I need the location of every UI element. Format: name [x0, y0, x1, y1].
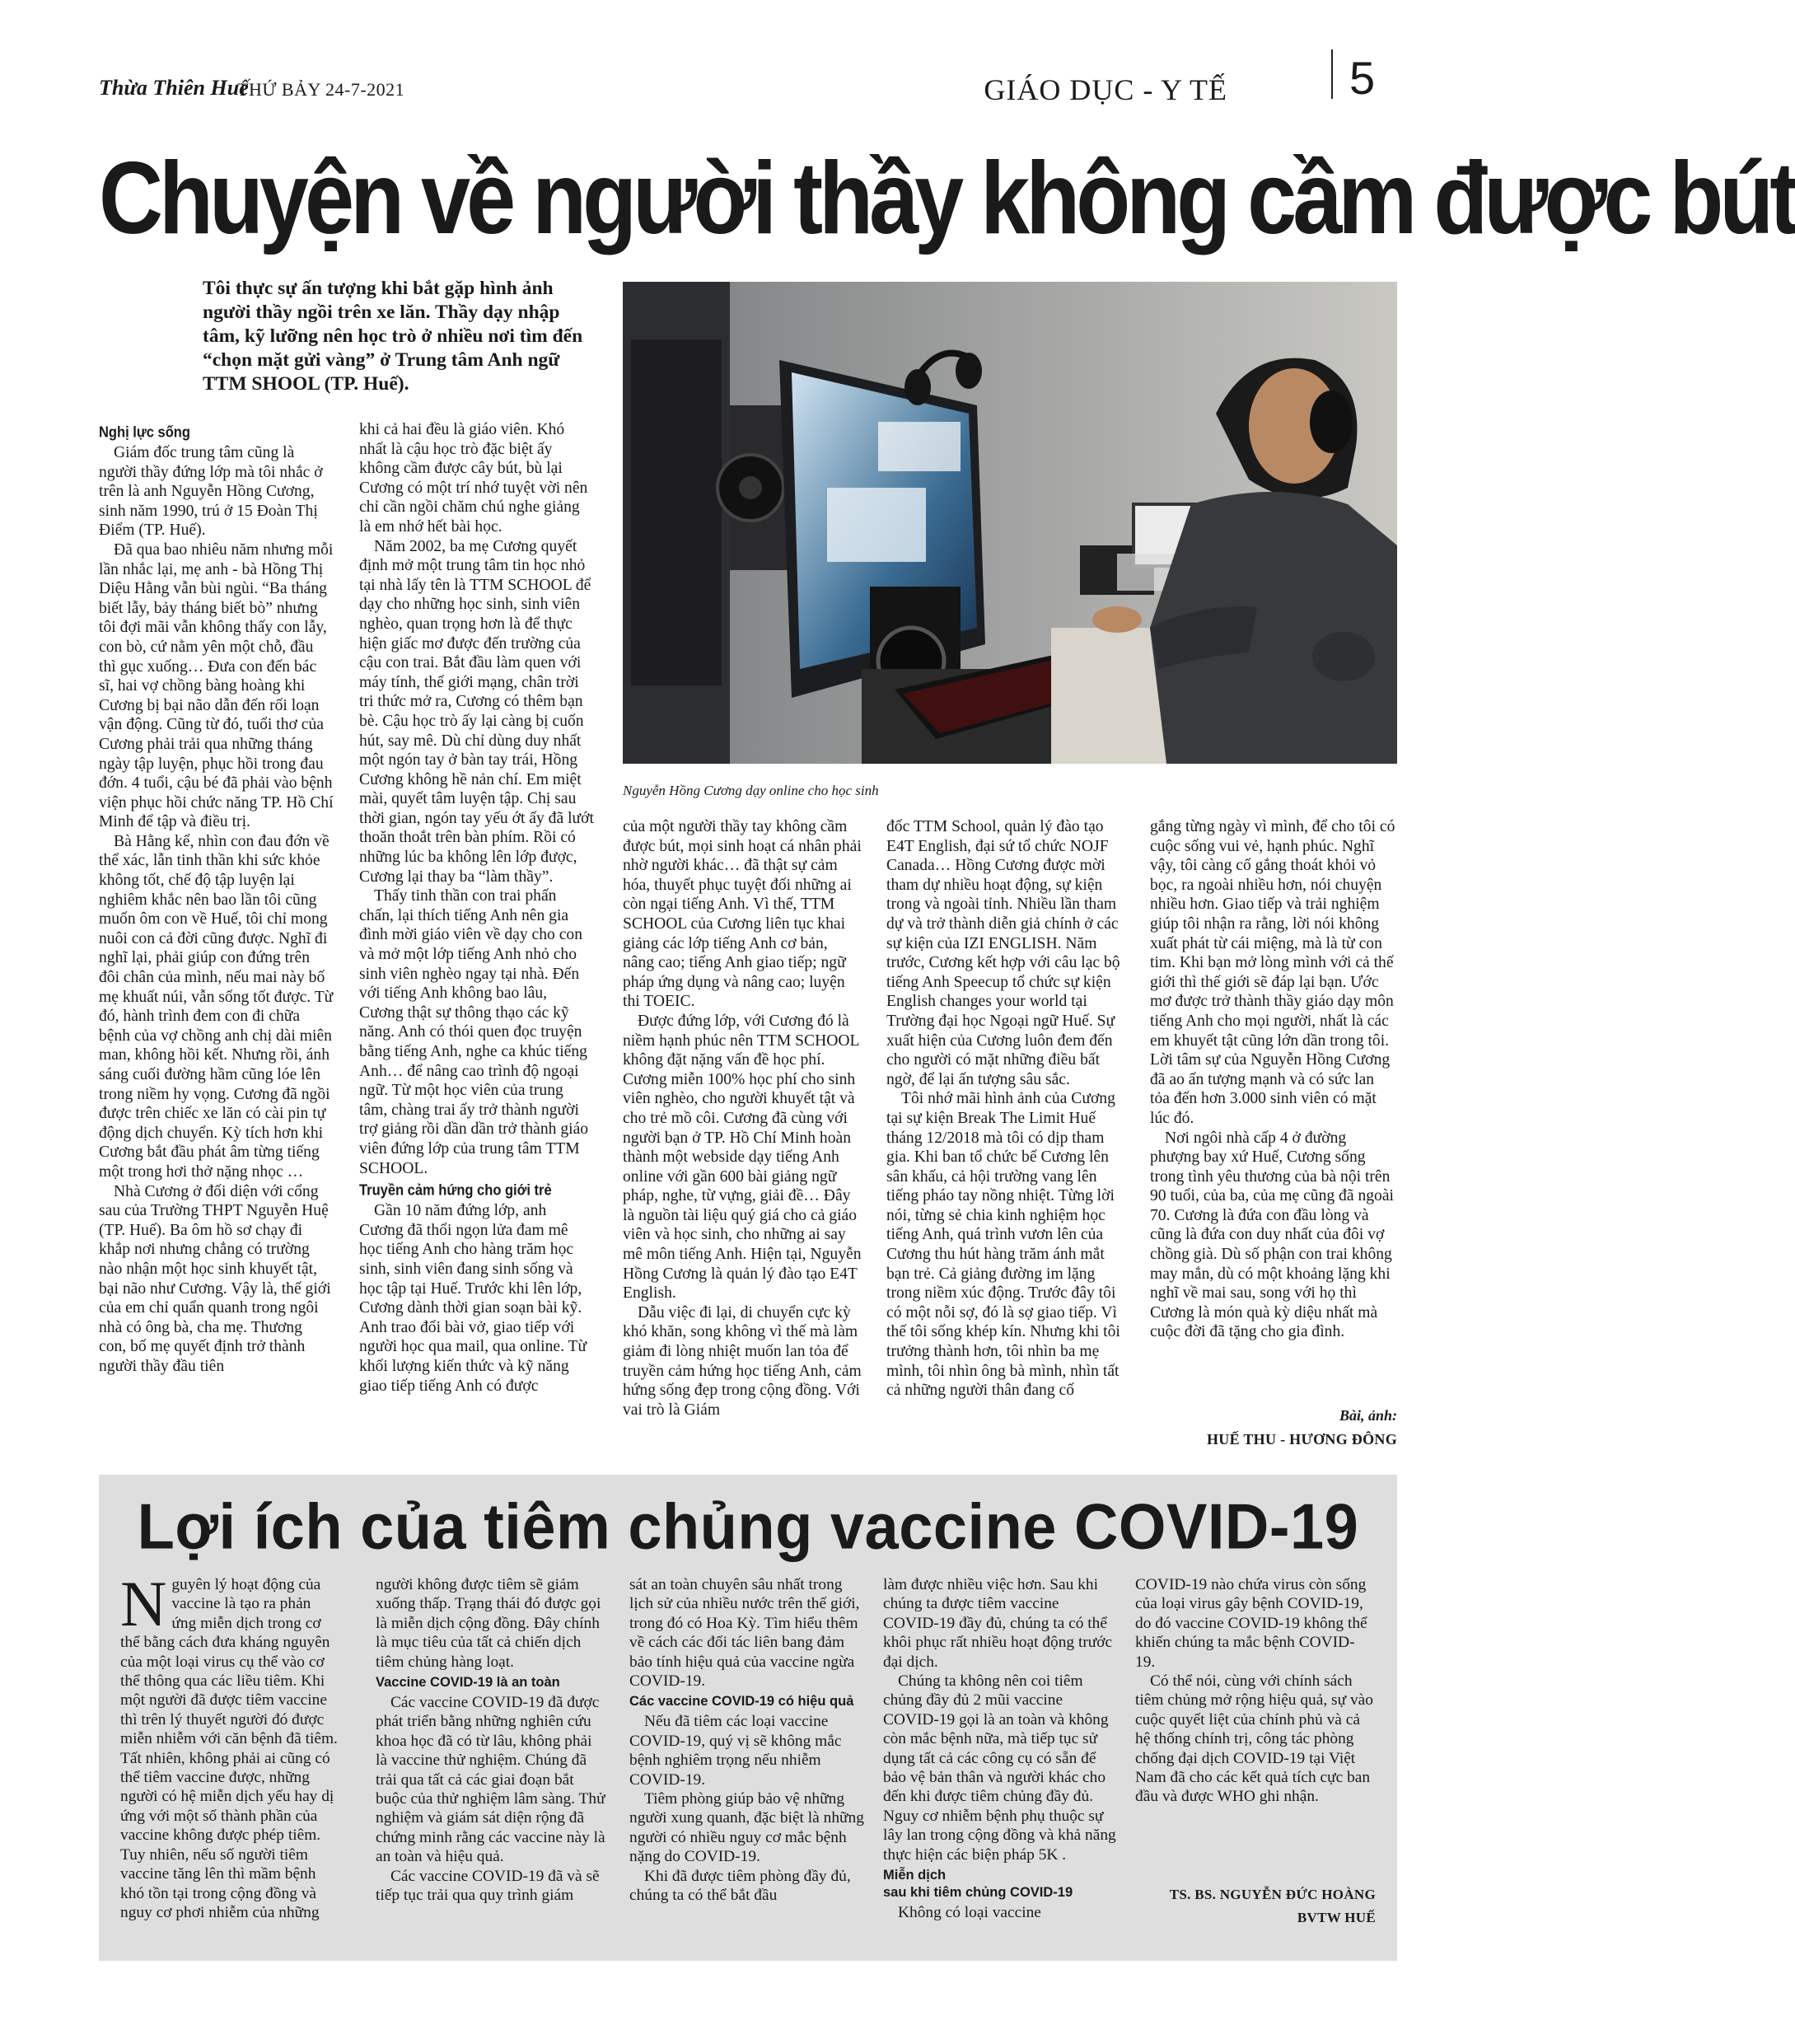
- paragraph: Thấy tinh thần con trai phấn chấn, lại thích tiếng Anh nên gia đình mời giáo viên về dạy cho con và mở một lớp tiếng Anh nhỏ cho sinh viên nghèo ngay tại nhà. Đến với tiếng Anh không bao lâu, Cương thật sự thông thạo các kỹ năng. Anh có thói quen đọc truyện bằng tiếng Anh, nghe ca khúc tiếng Anh… để nâng cao trình độ ngoại ngữ. Từ một học viên của trung tâm, chàng trai ấy trở thành người trợ giảng rồi dần dần trở thành giáo viên đứng lớp của trung tâm TTM SCHOOL.: [359, 887, 589, 1177]
- issue-date: THỨ BẢY 24-7-2021: [237, 79, 405, 100]
- vaccine-author-org: BVTW HUẾ: [1297, 1910, 1376, 1925]
- byline-role: Bài, ảnh:: [1339, 1407, 1397, 1424]
- paragraph: Không có loại vaccine: [898, 1904, 1041, 1922]
- paragraph: sát an toàn chuyên sâu nhất trong lịch sử của nhiều nước trên thế giới, trong đó có Hoa Kỳ. Tìm hiểu thêm về cách các đối tác liên bang đảm bảo tính hiệu quả của vaccine ngừa COVID-19.: [629, 1576, 860, 1691]
- photo-caption: Nguyễn Hồng Cương dạy online cho học sinh: [623, 783, 879, 798]
- paragraph: Nơi ngôi nhà cấp 4 ở đường phượng bay xứ Huế, Cương sống trong tình yêu thương của bà nội trên 90 tuổi, của ba, của mẹ cũng đã ngoài 70. Cương là đứa con đầu lòng và cũng là đứa con duy nhất của đôi vợ chồng già. Dù số phận con trai không may mắn, dù có một khoảng lặng khi nghĩ về mai sau, song với họ thì Cương là món quà kỳ diệu nhất mà cuộc đời đã tặng cho gia đình.: [1150, 1129, 1394, 1341]
- paragraph: Khi đã được tiêm phòng đầy đủ, chúng ta có thể bắt đầu: [629, 1867, 851, 1905]
- paragraph: khi cả hai đều là giáo viên. Khó nhất là cậu học trò đặc biệt ấy không cầm được cây bút, bù lại Cương có một trí nhớ tuyệt vời nên chỉ cần ngồi chăm chú nghe giảng là em nhớ hết bài học.: [359, 421, 588, 536]
- vaccine-article-title: Lợi ích của tiêm chủng vaccine COVID-19: [137, 1490, 1359, 1563]
- paragraph: Được đứng lớp, với Cương đó là niềm hạnh phúc nên TTM SCHOOL không đặt nặng vấn đề học phí. Cương miễn 100% học phí cho sinh viên nghèo, cho người khuyết tật và cho trẻ mồ côi. Cương đã cùng với người bạn ở TP. Hồ Chí Minh hoàn thành một webside dạy tiếng Anh online với gần 600 bài giảng ngữ pháp, nghe, từ vựng, giải đề… Đây là nguồn tài liệu quý giá cho cả giáo viên và học sinh, cho những ai say mê môn tiếng Anh. Hiện tại, Nguyễn Hồng Cương là quản lý đào tạo E4T English.: [623, 1012, 862, 1303]
- drop-cap: N: [120, 1568, 167, 1639]
- paragraph: guyên lý hoạt động của vaccine là tạo ra phản ứng miễn dịch trong cơ thể bằng cách đưa kháng nguyên của một loại virus cụ thể vào cơ thể thông qua các liều tiêm. Khi một người đã được tiêm vaccine thì trên lý thuyết người đó được miễn nhiễm với căn bệnh đã tiêm. Tất nhiên, không phải ai cũng có thể tiêm vaccine được, những người có hệ miễn dịch yếu hay dị ứng với một số thành phần của vaccine không được phép tiêm. Tuy nhiên, nếu số người tiêm vaccine tăng lên thì mầm bệnh khó tồn tại trong cộng đồng và nguy cơ phơi nhiễm của những: [120, 1576, 338, 1921]
- paragraph: Nhà Cương ở đối diện với cổng sau của Trường THPT Nguyễn Huệ (TP. Huế). Ba ôm hồ sơ chạy đi khắp nơi nhưng chẳng có trường nào nhận một học sinh khuyết tật, bại não như Cương. Vậy là, thế giới của em chỉ quẩn quanh trong ngôi nhà có ông bà, cha mẹ. Thương con, bố mẹ quyết định trở thành người thầy đầu tiên: [99, 1182, 331, 1375]
- paragraph: Dẫu việc đi lại, di chuyển cực kỳ khó khăn, song không vì thế mà làm giảm đi lòng nhiệt muốn lan tỏa để truyền cảm hứng học tiếng Anh, cảm hứng sống đẹp trong cộng đồng. Với vai trò là Giám: [623, 1303, 862, 1419]
- article-column-1: [99, 420, 334, 1377]
- paragraph: Đã qua bao nhiêu năm nhưng mỗi lần nhắc lại, mẹ anh - bà Hồng Thị Diệu Hằng vẫn bùi ngùi. “Ba tháng biết lẫy, bảy tháng biết bò” nhưng tôi đợi mãi vẫn không thấy con lẫy, con bò, cứ nằm yên một chỗ, đầu thì gục xuống… Đưa con đến bác sĩ, hai vợ chồng bàng hoàng khi Cương bị bại não dẫn đến rối loạn vận động. Cũng từ đó, tuổi thơ của Cương phải trải qua những tháng ngày tập luyện, phục hồi trong đau đớn. 4 tuổi, cậu bé đã phải vào bệnh viện phục hồi chức năng TP. Hồ Chí Minh để tập và điều trị.: [99, 540, 334, 831]
- paragraph: Gần 10 năm đứng lớp, anh Cương đã thổi ngọn lửa đam mê học tiếng Anh cho hàng trăm học sinh, sinh viên đang sinh sống và học tập tại Huế. Trước khi lên lớp, Cương dành thời gian soạn bài kỹ. Anh trao đổi bài vở, giao tiếp với người học qua mail, qua online. Từ khối lượng kiến thức và kỹ năng giao tiếp tiếng Anh có được: [359, 1202, 587, 1395]
- vaccine-column-3: [629, 1575, 868, 1906]
- paragraph: Tôi nhớ mãi hình ảnh của Cương tại sự kiện Break The Limit Huế tháng 12/2018 mà tôi có dịp tham gia. Khi ban tổ chức bế Cương lên sân khấu, cả hội trường vang lên tiếng pháo tay nồng nhiệt. Từng lời nói, từng sẻ chia kinh nghiệm học tiếng Anh, quá trình vươn lên của Cương thu hút hàng trăm ánh mắt bạn trẻ. Cả giảng đường im lặng trong niềm xúc động. Trước đây tôi có một nỗi sợ, đó là sợ giao tiếp. Vì thế tôi sống khép kín. Nhưng khi tôi trưởng thành hơn, tôi nhìn ba mẹ mình, tôi nhìn ông bà mình, nhìn tất cả những người thân đang cố: [886, 1090, 1120, 1400]
- paragraph: của một người thầy tay không cầm được bút, mọi sinh hoạt cá nhân phải nhờ người khác… đã thật sự cảm hóa, thuyết phục tuyệt đối những ai còn ngại tiếng Anh. Vì thế, TTM SCHOOL của Cương liên tục khai giảng các lớp tiếng Anh cơ bản, nâng cao; tiếng Anh giao tiếp; ngữ pháp ứng dụng và nâng cao; luyện thi TOEIC.: [623, 818, 862, 1011]
- paragraph: Tiêm phòng giúp bảo vệ những người xung quanh, đặc biệt là những người có nhiều nguy cơ mắc bệnh nặng do COVID-19.: [629, 1790, 864, 1866]
- article-lead: Tôi thực sự ấn tượng khi bắt gặp hình ảnh người thầy ngồi trên xe lăn. Thầy dạy nhập tâm, kỹ lưỡng nên học trò ở nhiều nơi tìm đến “chọn mặt gửi vàng” ở Trung tâm Anh ngữ TTM SHOOL (TP. Huế).: [203, 278, 583, 395]
- vaccine-column-5: [1135, 1575, 1374, 1807]
- section-title: GIÁO DỤC - Y TẾ: [984, 73, 1227, 106]
- subheading: Miễn dịch: [883, 1868, 947, 1883]
- paragraph: Các vaccine COVID-19 đã được phát triển bằng những nghiên cứu khoa học đã có từ lâu, không phải là vaccine thử nghiệm. Chúng đã trải qua tất cả các giai đoạn bắt buộc của thử nghiệm lâm sàng. Thử nghiệm và giám sát diện rộng đã chứng minh rằng các vaccine này là an toàn và hiệu quả.: [376, 1694, 605, 1866]
- paragraph: Các vaccine COVID-19 đã và sẽ tiếp tục trải qua quy trình giám: [376, 1867, 600, 1905]
- article-column-3: [623, 817, 862, 1420]
- article-column-5: [1150, 817, 1397, 1342]
- subheading: Vaccine COVID-19 là an toàn: [376, 1675, 560, 1691]
- article-photo: [623, 282, 1397, 764]
- paragraph: Năm 2002, ba mẹ Cương quyết định mở một trung tâm tin học nhỏ tại nhà lấy tên là TTM SCHOOL để dạy cho những học sinh, sinh viên nghèo, quan trọng hơn là để thực hiện giấc mơ được đến trường của cậu con trai. Bắt đầu làm quen với máy tính, thế giới mạng, chân trời tri thức mở ra, Cương có thêm bạn bè. Cậu học trò ấy lại càng bị cuốn hút, say mê. Dù chỉ dùng duy nhất một ngón tay ở bàn tay trái, Hồng Cương không hề nản chí. Em miệt mài, quyết tâm luyện tập. Chị sau thời gian, ngón tay yếu ớt ấy đã lướt thoăn thoắt trên bàn phím. Rồi có những lúc ba không lên lớp được, Cương lại thay ba “làm thầy”.: [359, 537, 594, 886]
- paragraph: làm được nhiều việc hơn. Sau khi chúng ta được tiêm vaccine COVID-19 đầy đủ, chúng ta có thể khôi phục rất nhiều hoạt động trước đại dịch.: [883, 1576, 1113, 1671]
- vaccine-column-2: [376, 1575, 606, 1906]
- paragraph: Bà Hằng kể, nhìn con đau đớn về thể xác, lẫn tinh thần khi sức khỏe không tốt, chế độ tập luyện lại nghiêm khắc nên bao lần tôi cũng muốn ôm con về Huế, tôi chỉ mong nuôi con cả đời cũng được. Nghĩ đi nghĩ lại, phải giúp con đứng trên đôi chân của mình, nếu mai này bố mẹ khuất núi, vẫn sống tốt được. Từ đó, hành trình đem con đi chữa bệnh của vợ chồng anh chị dài miên man, không hồi kết. Nhưng rồi, ánh sáng cuối đường hầm cũng lóe lên trong niềm hy vọng. Cương đã ngồi được trên chiếc xe lăn có cài pin tự động dịch chuyển. Kỳ tích hơn khi Cương bắt đầu phát âm từng tiếng một trong hơi thở nặng nhọc …: [99, 832, 334, 1181]
- photo-illustration: [623, 282, 1397, 764]
- byline-names: HUẾ THU - HƯƠNG ĐÔNG: [1206, 1431, 1397, 1448]
- paragraph: Có thể nói, cùng với chính sách tiêm chủng mở rộng hiệu quả, sự vào cuộc quyết liệt của chính phủ và cả hệ thống chính trị, công tác phòng chống đại dịch COVID-19 tại Việt Nam đã cho các kết quả tích cực ban đầu và được WHO ghi nhận.: [1135, 1672, 1373, 1806]
- vaccine-column-4: [883, 1575, 1118, 1923]
- subheading: Nghị lực sống: [99, 424, 190, 441]
- paragraph: gắng từng ngày vì mình, để cho tôi có cuộc sống vui vẻ, hạnh phúc. Nghĩ vậy, tôi càng cố gắng thoát khỏi vỏ bọc, ra ngoài nhiều hơn, nói chuyện nhiều hơn. Giao tiếp và trải nghiệm giúp tôi nhận ra rằng, lời nói không xuất phát từ cái miệng, mà là từ con tim. Khi bạn mở lòng mình với cả thế giới thì thế giới sẽ đáp lại bạn. Ước mơ được trở thành thầy giáo dạy môn tiếng Anh cho mọi người, nhất là các em khuyết tật cũng lớn dần trong tôi. Lời tâm sự của Nguyễn Hồng Cương đã ao ấn tượng mạnh và có sức lan tỏa đến hơn 3.000 sinh viên có mặt lúc đó.: [1150, 818, 1395, 1127]
- paragraph: COVID-19 nào chứa virus còn sống của loại virus gây bệnh COVID-19, do đó vaccine COVID-19 không thể khiến chúng ta mắc bệnh COVID-19.: [1135, 1576, 1367, 1671]
- subheading: Các vaccine COVID-19 có hiệu quả: [629, 1694, 854, 1710]
- paragraph: Giám đốc trung tâm cũng là người thầy đứng lớp mà tôi nhắc ở trên là anh Nguyễn Hồng Cương, sinh năm 1990, trú ở 15 Đoàn Thị Điểm (TP. Huế).: [99, 444, 323, 540]
- paragraph: Nếu đã tiêm các loại vaccine COVID-19, quý vị sẽ không mắc bệnh nghiêm trọng nếu nhiễm COVID-19.: [629, 1713, 842, 1789]
- article-title: Chuyện về người thầy không cầm được bút: [99, 140, 1795, 255]
- article-column-2: [359, 420, 594, 1396]
- masthead: Thừa Thiên Huế: [99, 76, 249, 100]
- paragraph: Chúng ta không nên coi tiêm chủng đầy đủ 2 mũi vaccine COVID-19 gọi là an toàn và không còn mắc bệnh nữa, mà tiếp tục sử dụng tất cả các công cụ có sẵn để bảo vệ bản thân và người khác cho đến khi được tiêm chủng đầy đủ. Nguy cơ nhiễm bệnh phụ thuộc sự lây lan trong cộng đồng và khả năng thực hiện các biện pháp 5K .: [883, 1672, 1116, 1864]
- vaccine-author: TS. BS. NGUYỄN ĐỨC HOÀNG: [1169, 1887, 1376, 1902]
- article-column-4: [886, 817, 1125, 1401]
- subheading: sau khi tiêm chủng COVID-19: [883, 1885, 1073, 1901]
- header-divider: [1331, 49, 1333, 99]
- paragraph: đốc TTM School, quản lý đào tạo E4T English, đại sứ tổ chức NOJF Canada… Hồng Cương được mời tham dự nhiều hoạt động, sự kiện trong và ngoài tỉnh. Nhiều lần tham dự và trở thành diễn giả chính ở các sự kiện của IZI ENGLISH. Năm trước, Cương kết hợp với câu lạc bộ tiếng Anh Speecup tổ chức sự kiện English changes your world tại Trường đại học Ngoại ngữ Huế. Sự xuất hiện của Cương luôn đem đến cho người có mặt những điều bất ngờ, để lại ấn tượng sâu sắc.: [886, 818, 1120, 1088]
- vaccine-column-1: [120, 1568, 339, 1922]
- page-number: 5: [1349, 52, 1376, 104]
- paragraph: người không được tiêm sẽ giảm xuống thấp. Trạng thái đó được gọi là miễn dịch cộng đồng. Đây chính là mục tiêu của tất cả chiến dịch tiêm chủng hàng loạt.: [376, 1576, 601, 1671]
- subheading: Truyền cảm hứng cho giới trẻ: [359, 1182, 552, 1200]
